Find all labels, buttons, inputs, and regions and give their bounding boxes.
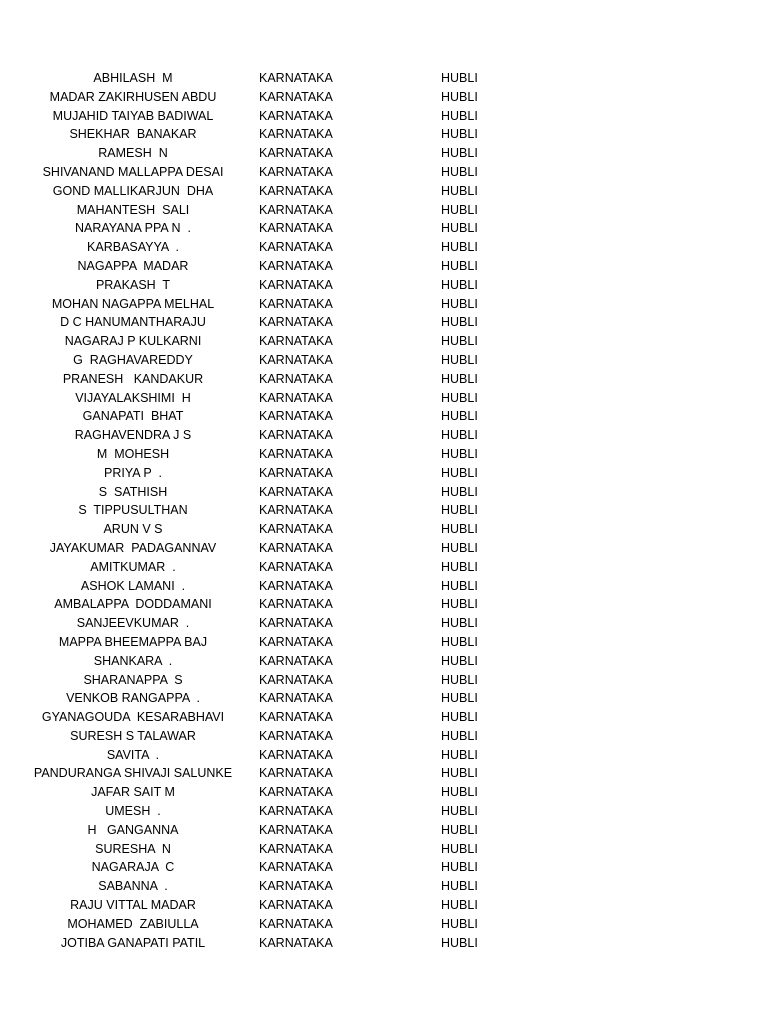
name-cell	[60, 727, 206, 746]
state-cell: KARNATAKA	[259, 804, 333, 819]
name-text: S TIPPUSULTHAN	[78, 503, 188, 518]
table-row	[0, 840, 768, 859]
city-cell: HUBLI	[441, 747, 478, 762]
name-text: SHARANAPPA S	[83, 672, 183, 687]
name-text: MUJAHID TAIYAB BADIWAL	[52, 108, 214, 123]
city-cell: HUBLI	[441, 71, 478, 85]
name-text: H GANGANNA	[87, 822, 179, 837]
name-cell	[60, 652, 206, 671]
name-text: SURESHA N	[95, 841, 171, 856]
name-cell	[60, 219, 206, 238]
state-cell: KARNATAKA	[259, 691, 333, 706]
table-row	[0, 614, 768, 633]
table-row	[0, 107, 768, 126]
name-cell	[60, 858, 206, 877]
table-row	[0, 464, 768, 483]
name-text: RAMESH N	[98, 146, 168, 161]
table-row	[0, 219, 768, 238]
table-row	[0, 483, 768, 502]
state-cell: KARNATAKA	[259, 409, 333, 424]
city-cell: HUBLI	[441, 597, 478, 612]
name-text: SANJEEVKUMAR .	[76, 616, 190, 631]
name-text: MAPPA BHEEMAPPA BAJ	[58, 634, 208, 649]
table-row	[0, 351, 768, 370]
table-row	[0, 746, 768, 765]
city-cell: HUBLI	[441, 446, 478, 461]
state-cell: KARNATAKA	[259, 89, 333, 104]
table-row	[0, 595, 768, 614]
name-text: SAVITA .	[106, 747, 160, 762]
state-cell: KARNATAKA	[259, 916, 333, 931]
city-cell: HUBLI	[441, 728, 478, 743]
state-cell: KARNATAKA	[259, 879, 333, 894]
table-row	[0, 125, 768, 144]
city-cell: HUBLI	[441, 559, 478, 574]
name-text: KARBASAYYA .	[87, 240, 179, 255]
city-cell: HUBLI	[441, 258, 478, 273]
name-cell	[52, 107, 214, 126]
city-cell: HUBLI	[441, 691, 478, 706]
city-cell: HUBLI	[441, 916, 478, 931]
name-text: RAJU VITTAL MADAR	[70, 898, 196, 913]
state-cell: KARNATAKA	[259, 484, 333, 499]
state-cell: KARNATAKA	[259, 578, 333, 593]
name-cell	[60, 464, 206, 483]
name-cell	[60, 445, 206, 464]
state-cell: KARNATAKA	[259, 221, 333, 236]
table-row	[0, 821, 768, 840]
table-row	[0, 652, 768, 671]
name-cell	[60, 407, 206, 426]
name-cell	[60, 144, 206, 163]
table-row	[0, 539, 768, 558]
name-text: NAGAPPA MADAR	[77, 258, 189, 273]
name-cell	[60, 746, 206, 765]
name-text: AMBALAPPA DODDAMANI	[54, 597, 212, 612]
state-cell: KARNATAKA	[259, 334, 333, 349]
state-cell: KARNATAKA	[259, 240, 333, 255]
city-cell: HUBLI	[441, 315, 478, 330]
name-text: SHANKARA .	[93, 653, 173, 668]
name-cell	[60, 840, 206, 859]
city-cell: HUBLI	[441, 390, 478, 405]
table-row	[0, 727, 768, 746]
state-cell: KARNATAKA	[259, 522, 333, 537]
city-cell: HUBLI	[441, 522, 478, 537]
name-cell	[60, 332, 206, 351]
city-cell: HUBLI	[441, 371, 478, 386]
name-text: SHEKHAR BANAKAR	[69, 127, 197, 142]
table-row	[0, 407, 768, 426]
table-row	[0, 520, 768, 539]
table-row	[0, 257, 768, 276]
name-cell	[60, 276, 206, 295]
state-cell: KARNATAKA	[259, 728, 333, 743]
city-cell: HUBLI	[441, 202, 478, 217]
table-row	[0, 802, 768, 821]
state-cell: KARNATAKA	[259, 766, 333, 781]
name-cell	[60, 69, 206, 88]
name-text: MAHANTESH SALI	[76, 202, 190, 217]
table-row	[0, 163, 768, 182]
table-row	[0, 558, 768, 577]
name-text: MOHAMED ZABIULLA	[67, 916, 199, 931]
name-text: M MOHESH	[96, 446, 170, 461]
table-row	[0, 689, 768, 708]
name-text: SHIVANAND MALLAPPA DESAI	[42, 164, 224, 179]
state-cell: KARNATAKA	[259, 371, 333, 386]
name-text: PRAKASH T	[95, 277, 171, 292]
city-cell: HUBLI	[441, 428, 478, 443]
name-cell	[60, 802, 206, 821]
table-row	[0, 633, 768, 652]
name-cell	[51, 295, 215, 314]
name-text: RAGHAVENDRA J S	[74, 428, 192, 443]
name-text: G RAGHAVAREDDY	[73, 352, 193, 367]
table-row	[0, 313, 768, 332]
name-text: MADAR ZAKIRHUSEN ABDU	[49, 89, 217, 104]
name-text: NAGARAJA C	[91, 860, 175, 875]
state-cell: KARNATAKA	[259, 898, 333, 913]
spreadsheet-table	[0, 69, 768, 952]
table-row	[0, 238, 768, 257]
table-row	[0, 88, 768, 107]
name-text: MOHAN NAGAPPA MELHAL	[51, 296, 215, 311]
name-text: ARUN V S	[103, 522, 163, 537]
name-cell	[60, 201, 206, 220]
name-cell	[60, 313, 206, 332]
state-cell: KARNATAKA	[259, 559, 333, 574]
city-cell: HUBLI	[441, 578, 478, 593]
state-cell: KARNATAKA	[259, 428, 333, 443]
city-cell: HUBLI	[441, 822, 478, 837]
name-cell	[60, 125, 206, 144]
table-row	[0, 877, 768, 896]
name-cell	[42, 163, 224, 182]
state-cell: KARNATAKA	[259, 108, 333, 123]
name-cell	[33, 764, 233, 783]
name-text: NAGARAJ P KULKARNI	[64, 334, 202, 349]
name-text: JAFAR SAIT M	[91, 785, 175, 800]
city-cell: HUBLI	[441, 240, 478, 255]
city-cell: HUBLI	[441, 841, 478, 856]
table-row	[0, 671, 768, 690]
table-row	[0, 69, 768, 88]
name-cell	[52, 182, 214, 201]
city-cell: HUBLI	[441, 616, 478, 631]
city-cell: HUBLI	[441, 352, 478, 367]
state-cell: KARNATAKA	[259, 672, 333, 687]
city-cell: HUBLI	[441, 879, 478, 894]
table-row	[0, 295, 768, 314]
city-cell: HUBLI	[441, 672, 478, 687]
state-cell: KARNATAKA	[259, 785, 333, 800]
city-cell: HUBLI	[441, 503, 478, 518]
city-cell: HUBLI	[441, 89, 478, 104]
name-text: JOTIBA GANAPATI PATIL	[60, 935, 206, 950]
city-cell: HUBLI	[441, 804, 478, 819]
table-row	[0, 445, 768, 464]
state-cell: KARNATAKA	[259, 446, 333, 461]
name-cell	[60, 633, 206, 652]
table-row	[0, 276, 768, 295]
state-cell: KARNATAKA	[259, 860, 333, 875]
name-cell	[60, 783, 206, 802]
state-cell: KARNATAKA	[259, 296, 333, 311]
state-cell: KARNATAKA	[259, 597, 333, 612]
city-cell: HUBLI	[441, 653, 478, 668]
state-cell: KARNATAKA	[259, 258, 333, 273]
city-cell: HUBLI	[441, 898, 478, 913]
name-cell	[60, 426, 206, 445]
name-cell	[60, 370, 206, 389]
table-row	[0, 201, 768, 220]
city-cell: HUBLI	[441, 146, 478, 161]
state-cell: KARNATAKA	[259, 127, 333, 142]
table-row	[0, 708, 768, 727]
table-row	[0, 182, 768, 201]
table-row	[0, 858, 768, 877]
name-cell	[60, 577, 206, 596]
state-cell: KARNATAKA	[259, 841, 333, 856]
city-cell: HUBLI	[441, 634, 478, 649]
city-cell: HUBLI	[441, 484, 478, 499]
name-cell	[60, 483, 206, 502]
name-cell	[60, 821, 206, 840]
name-cell	[60, 614, 206, 633]
name-cell	[60, 877, 206, 896]
name-text: PRIYA P .	[104, 465, 162, 480]
name-cell	[60, 896, 206, 915]
city-cell: HUBLI	[441, 221, 478, 236]
name-text: ASHOK LAMANI .	[80, 578, 186, 593]
city-cell: HUBLI	[441, 465, 478, 480]
city-cell: HUBLI	[441, 785, 478, 800]
state-cell: KARNATAKA	[259, 164, 333, 179]
state-cell: KARNATAKA	[259, 277, 333, 292]
name-cell	[60, 671, 206, 690]
name-text: VIJAYALAKSHIMI H	[75, 390, 191, 405]
name-text: SURESH S TALAWAR	[70, 728, 196, 743]
name-cell	[49, 88, 217, 107]
table-row	[0, 332, 768, 351]
state-cell: KARNATAKA	[259, 202, 333, 217]
state-cell: KARNATAKA	[259, 146, 333, 161]
city-cell: HUBLI	[441, 334, 478, 349]
city-cell: HUBLI	[441, 277, 478, 292]
name-cell	[60, 238, 206, 257]
table-row	[0, 370, 768, 389]
state-cell: KARNATAKA	[259, 540, 333, 555]
city-cell: HUBLI	[441, 935, 478, 950]
table-row	[0, 389, 768, 408]
table-row	[0, 896, 768, 915]
state-cell: KARNATAKA	[259, 71, 333, 85]
state-cell: KARNATAKA	[259, 352, 333, 367]
city-cell: HUBLI	[441, 409, 478, 424]
state-cell: KARNATAKA	[259, 822, 333, 837]
name-cell	[60, 257, 206, 276]
table-row	[0, 426, 768, 445]
city-cell: HUBLI	[441, 296, 478, 311]
name-cell	[60, 520, 206, 539]
name-text: AMITKUMAR .	[90, 559, 176, 574]
name-text: PANDURANGA SHIVAJI SALUNKE	[33, 766, 233, 781]
name-text: GANAPATI BHAT	[82, 409, 184, 424]
name-cell	[60, 501, 206, 520]
state-cell: KARNATAKA	[259, 390, 333, 405]
table-row	[0, 915, 768, 934]
name-text: GYANAGOUDA KESARABHAVI	[41, 710, 225, 725]
table-row	[0, 501, 768, 520]
name-text: VENKOB RANGAPPA .	[66, 691, 200, 706]
name-cell	[60, 915, 206, 934]
state-cell: KARNATAKA	[259, 465, 333, 480]
name-text: PRANESH KANDAKUR	[62, 371, 204, 386]
city-cell: HUBLI	[441, 540, 478, 555]
table-row	[0, 764, 768, 783]
name-cell	[49, 539, 217, 558]
city-cell: HUBLI	[441, 860, 478, 875]
table-row	[0, 144, 768, 163]
table-row	[0, 783, 768, 802]
state-cell: KARNATAKA	[259, 935, 333, 950]
name-text: GOND MALLIKARJUN DHA	[52, 183, 214, 198]
name-cell	[54, 595, 212, 614]
city-cell: HUBLI	[441, 183, 478, 198]
city-cell: HUBLI	[441, 127, 478, 142]
name-cell	[60, 558, 206, 577]
name-text: UMESH .	[105, 804, 161, 819]
state-cell: KARNATAKA	[259, 653, 333, 668]
city-cell: HUBLI	[441, 164, 478, 179]
name-cell	[60, 351, 206, 370]
name-text: NARAYANA PPA N .	[74, 221, 191, 236]
name-cell	[60, 934, 206, 953]
state-cell: KARNATAKA	[259, 616, 333, 631]
city-cell: HUBLI	[441, 108, 478, 123]
state-cell: KARNATAKA	[259, 634, 333, 649]
name-text: JAYAKUMAR PADAGANNAV	[49, 540, 217, 555]
state-cell: KARNATAKA	[259, 315, 333, 330]
state-cell: KARNATAKA	[259, 503, 333, 518]
name-cell	[41, 708, 225, 727]
table-row	[0, 934, 768, 953]
city-cell: HUBLI	[441, 766, 478, 781]
state-cell: KARNATAKA	[259, 710, 333, 725]
state-cell: KARNATAKA	[259, 183, 333, 198]
city-cell: HUBLI	[441, 710, 478, 725]
state-cell: KARNATAKA	[259, 747, 333, 762]
name-text: ABHILASH M	[93, 71, 173, 85]
name-text: SABANNA .	[98, 879, 168, 894]
name-cell	[60, 689, 206, 708]
name-text: S SATHISH	[98, 484, 168, 499]
table-row	[0, 577, 768, 596]
name-cell	[60, 389, 206, 408]
name-text: D C HANUMANTHARAJU	[60, 315, 206, 330]
